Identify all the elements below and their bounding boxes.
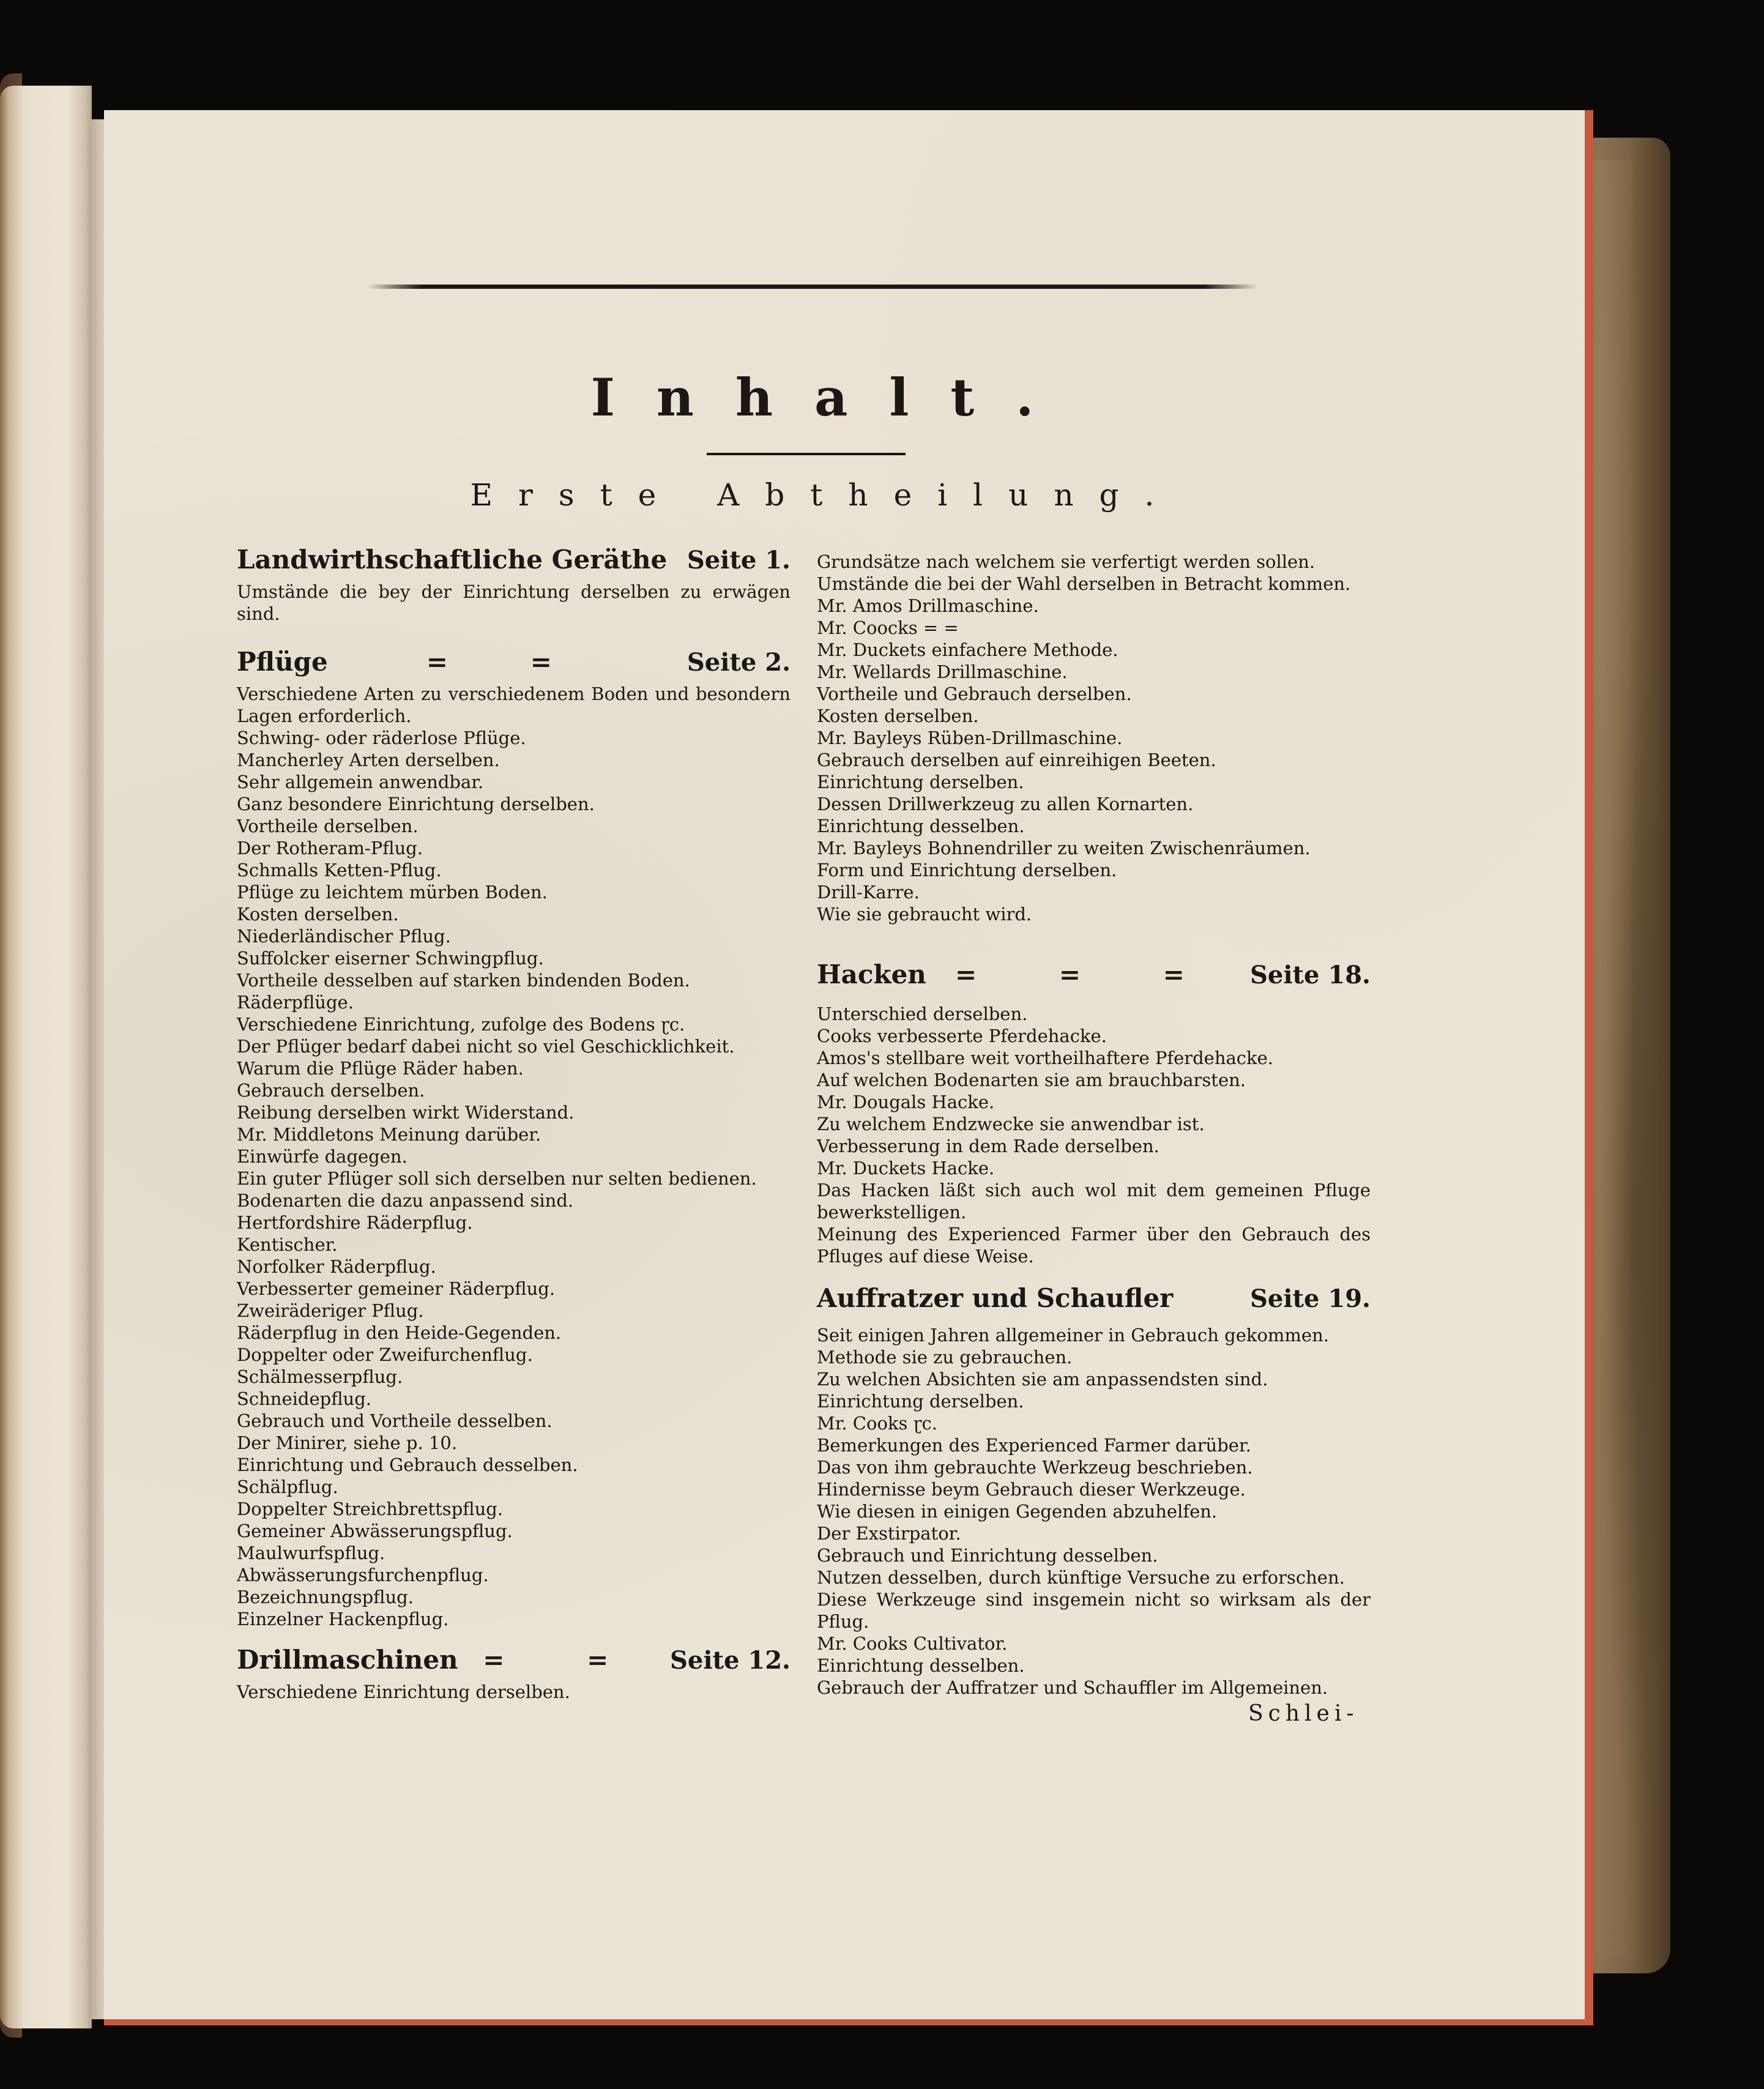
toc-entry: Verschiedene Arten zu verschiedenem Boden und besondern Lagen erforderlich. (237, 683, 791, 726)
toc-entry: Der Rotheram-Pflug. (237, 838, 423, 858)
section-title: Drillmaschinen (237, 1645, 458, 1675)
header-rule (367, 285, 1257, 289)
toc-entry: Kentischer. (237, 1234, 338, 1255)
toc-entry: Gebrauch und Einrichtung desselben. (817, 1545, 1158, 1566)
toc-entry: Gebrauch derselben auf einreihigen Beeten. (817, 750, 1216, 770)
toc-entry: Kosten derselben. (817, 706, 979, 726)
section-heading (817, 1283, 1371, 1313)
section-page-ref: Seite 1. (687, 546, 791, 575)
toc-entry: Gebrauch und Vortheile desselben. (237, 1410, 553, 1431)
title-underline (707, 453, 906, 455)
toc-entry: Mr. Dougals Hacke. (817, 1092, 995, 1112)
section-page-ref: Seite 2. (687, 648, 791, 677)
section-title: Hacken (817, 959, 926, 989)
toc-entry: Mr. Wellards Drillmaschine. (817, 661, 1068, 682)
toc-entry: Verbesserung in dem Rade derselben. (817, 1136, 1159, 1156)
toc-entry: Cooks verbesserte Pferdehacke. (817, 1026, 1107, 1046)
toc-entry: Niederländischer Pflug. (237, 926, 451, 947)
toc-entry: Form und Einrichtung derselben. (817, 860, 1117, 881)
toc-entry: Hindernisse beym Gebrauch dieser Werkzeuge. (817, 1479, 1246, 1500)
toc-section (237, 545, 791, 625)
toc-entry: Ganz besondere Einrichtung derselben. (237, 794, 595, 814)
toc-entry: Norfolker Räderpflug. (237, 1256, 436, 1277)
toc-entry: Umstände die bey der Einrichtung derselben zu erwägen sind. (237, 581, 791, 624)
toc-entry: Kosten derselben. (237, 904, 399, 925)
toc-entry: Dessen Drillwerkzeug zu allen Kornarten. (817, 794, 1194, 814)
toc-entry: Wie diesen in einigen Gegenden abzuhelfen. (817, 1501, 1218, 1522)
toc-entry: Methode sie zu gebrauchen. (817, 1347, 1073, 1368)
section-heading (237, 647, 791, 677)
toc-entry: Bodenarten die dazu anpassend sind. (237, 1190, 574, 1211)
toc-entry: Umstände die bei der Wahl derselben in Betracht kommen. (817, 573, 1351, 594)
toc-entry: Schneidepflug. (237, 1388, 371, 1409)
toc-entry: Einrichtung derselben. (817, 772, 1024, 792)
toc-entry: Mr. Coocks = = (817, 617, 959, 638)
toc-entry: Grundsätze nach welchem sie verfertigt werden sollen. (817, 551, 1316, 572)
toc-entry: Ein guter Pflüger soll sich derselben nur selten bedienen. (237, 1168, 757, 1189)
toc-section (817, 1283, 1371, 1699)
toc-entry: Einwürfe dagegen. (237, 1146, 408, 1167)
toc-entry: Bezeichnungspflug. (237, 1587, 414, 1607)
toc-entry: Verbesserter gemeiner Räderpflug. (237, 1278, 556, 1299)
toc-entry: Verschiedene Einrichtung, zufolge des Bodens ɽc. (237, 1014, 685, 1035)
page-subtitle: Erste Abtheilung. (470, 477, 1180, 513)
toc-entry: Reibung derselben wirkt Widerstand. (237, 1102, 575, 1123)
toc-entry: Gebrauch derselben. (237, 1080, 425, 1101)
page-title: Inhalt. (590, 367, 1076, 428)
toc-entry: Der Minirer, siehe p. 10. (237, 1432, 458, 1453)
toc-entry: Diese Werkzeuge sind insgemein nicht so wirksam als der Pflug. (817, 1589, 1371, 1632)
toc-entry: Wie sie gebraucht wird. (817, 904, 1032, 925)
toc-entry: Schwing- oder räderlose Pflüge. (237, 728, 526, 748)
section-page-ref: Seite 19. (1250, 1284, 1371, 1313)
toc-entry: Mr. Bayleys Rüben-Drillmaschine. (817, 728, 1123, 748)
section-separator: = = = (955, 959, 1221, 989)
toc-entry: Gebrauch der Auffratzer und Schauffler im Allgemeinen. (817, 1677, 1328, 1698)
toc-entry: Einrichtung desselben. (817, 816, 1025, 836)
toc-entry: Drill-Karre. (817, 882, 920, 903)
section-separator: = = (483, 1645, 646, 1675)
section-title: Auffratzer und Schaufler (817, 1283, 1174, 1313)
right-column (817, 551, 1371, 1699)
left-column (237, 545, 791, 1703)
toc-section (237, 1645, 791, 1703)
toc-entry: Das Hacken läßt sich auch wol mit dem gemeinen Pfluge bewerkstelligen. (817, 1180, 1371, 1223)
toc-entry: Einrichtung und Gebrauch desselben. (237, 1454, 578, 1475)
toc-entry: Vortheile und Gebrauch derselben. (817, 683, 1132, 704)
toc-entry: Bemerkungen des Experienced Farmer darüber. (817, 1435, 1251, 1456)
toc-entry: Auf welchen Bodenarten sie am brauchbarsten. (817, 1070, 1246, 1090)
toc-entry: Amos's stellbare weit vortheilhaftere Pferdehacke. (817, 1048, 1273, 1068)
toc-entry: Einrichtung desselben. (817, 1655, 1025, 1676)
toc-entry: Mr. Bayleys Bohnendriller zu weiten Zwischenräumen. (817, 838, 1311, 858)
section-title: Pflüge (237, 647, 328, 677)
toc-entry: Mr. Duckets Hacke. (817, 1158, 995, 1179)
toc-entry: Schmalls Ketten-Pflug. (237, 860, 442, 881)
section-page-ref: Seite 18. (1250, 961, 1371, 989)
toc-entry: Räderpflug in den Heide-Gegenden. (237, 1322, 562, 1343)
toc-entry: Einrichtung derselben. (817, 1391, 1024, 1412)
catchword: Schlei- (1248, 1701, 1359, 1726)
toc-entry: Gemeiner Abwässerungspflug. (237, 1521, 513, 1541)
section-title: Landwirthschaftliche Geräthe (237, 545, 668, 575)
toc-entry: Zu welchen Absichten sie am anpassendsten sind. (817, 1369, 1268, 1390)
toc-entry: Unterschied derselben. (817, 1004, 1028, 1024)
toc-entry: Meinung des Experienced Farmer über den Gebrauch des Pfluges auf diese Weise. (817, 1224, 1371, 1267)
toc-entry: Warum die Pflüge Räder haben. (237, 1058, 524, 1079)
toc-entry: Mr. Cooks Cultivator. (817, 1633, 1008, 1654)
toc-entry: Doppelter Streichbrettspflug. (237, 1499, 504, 1519)
section-heading (237, 1645, 791, 1675)
toc-entry: Der Pflüger bedarf dabei nicht so viel Geschicklichkeit. (237, 1036, 735, 1057)
section-heading (237, 545, 791, 575)
left-page (0, 86, 92, 2028)
toc-section (817, 551, 1371, 925)
toc-section (237, 647, 791, 1630)
toc-entry: Mancherley Arten derselben. (237, 750, 500, 770)
toc-entry: Mr. Amos Drillmaschine. (817, 595, 1039, 616)
toc-entry: Pflüge zu leichtem mürben Boden. (237, 882, 548, 903)
toc-entry: Mr. Duckets einfachere Methode. (817, 639, 1118, 660)
toc-entry: Mr. Middletons Meinung darüber. (237, 1124, 541, 1145)
toc-entry: Zweiräderiger Pflug. (237, 1300, 424, 1321)
toc-entry: Vortheile desselben auf starken bindenden Boden. (237, 970, 690, 991)
book-gutter (89, 119, 105, 2019)
toc-entry: Räderpflüge. (237, 992, 354, 1013)
toc-section (817, 959, 1371, 1267)
toc-entry: Das von ihm gebrauchte Werkzeug beschrieben. (817, 1457, 1253, 1478)
toc-entry: Schälmesserpflug. (237, 1366, 403, 1387)
toc-entry: Verschiedene Einrichtung derselben. (237, 1681, 570, 1702)
toc-entry: Hertfordshire Räderpflug. (237, 1212, 473, 1233)
toc-entry: Doppelter oder Zweifurchenflug. (237, 1344, 533, 1365)
section-separator: = = (426, 647, 589, 677)
toc-entry: Der Exstirpator. (817, 1523, 961, 1544)
toc-entry: Maulwurfspflug. (237, 1543, 385, 1563)
toc-entry: Sehr allgemein anwendbar. (237, 772, 484, 792)
toc-entry: Seit einigen Jahren allgemeiner in Gebrauch gekommen. (817, 1325, 1329, 1346)
toc-entry: Abwässerungsfurchenpflug. (237, 1565, 489, 1585)
toc-entry: Nutzen desselben, durch künftige Versuche zu erforschen. (817, 1567, 1345, 1588)
toc-entry: Einzelner Hackenpflug. (237, 1609, 449, 1629)
toc-entry: Mr. Cooks ɽc. (817, 1413, 937, 1434)
section-page-ref: Seite 12. (670, 1646, 791, 1675)
section-heading (817, 959, 1371, 989)
toc-entry: Zu welchem Endzwecke sie anwendbar ist. (817, 1114, 1205, 1134)
toc-entry: Schälpflug. (237, 1476, 338, 1497)
toc-entry: Vortheile derselben. (237, 816, 419, 836)
toc-entry: Suffolcker eiserner Schwingpflug. (237, 948, 544, 969)
